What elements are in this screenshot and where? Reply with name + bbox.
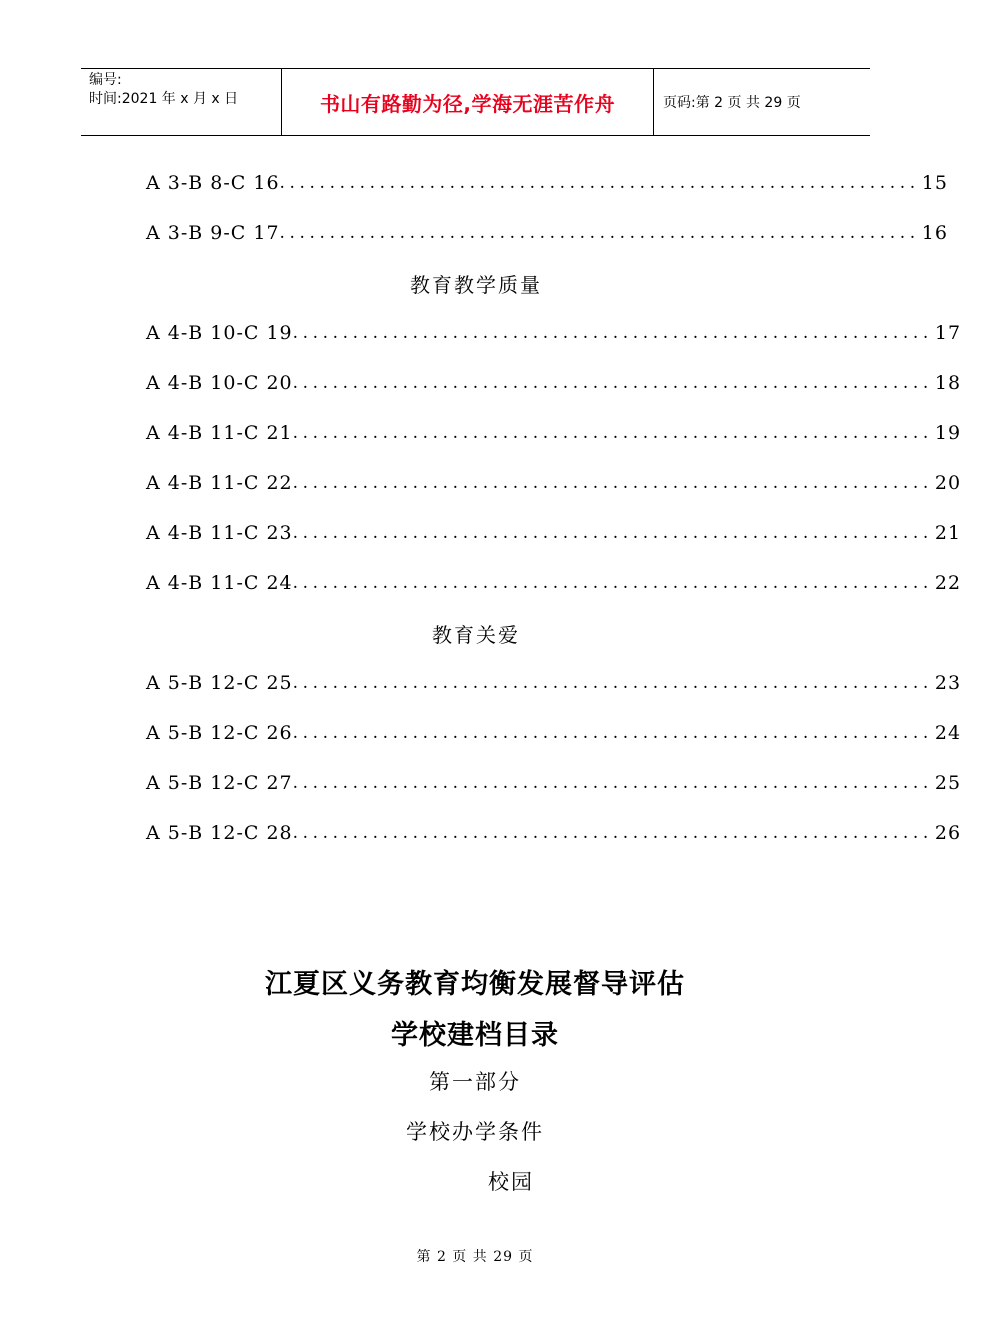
- toc-entry[interactable]: [146, 208, 948, 258]
- toc-entry[interactable]: [146, 558, 962, 608]
- toc-leader-dots: ................................................................: [292, 423, 933, 443]
- toc-entry-page: 16: [921, 222, 948, 244]
- toc-entry[interactable]: [146, 658, 962, 708]
- toc-leader-dots: ................................................................: [292, 773, 933, 793]
- header-page-info: 页码:第 2 页 共 29 页: [663, 95, 801, 111]
- toc-entry[interactable]: [146, 408, 962, 458]
- toc-leader-dots: ................................................................: [292, 473, 933, 493]
- toc-entry[interactable]: [146, 808, 962, 858]
- page-footer: 第 2 页 共 29 页: [416, 1249, 534, 1265]
- toc-entry-code: A 4-B 11-C 21: [146, 422, 293, 444]
- table-of-contents: [146, 158, 962, 858]
- toc-entry[interactable]: [146, 358, 962, 408]
- part-heading: 第一部分: [429, 1070, 521, 1094]
- toc-entry-page: 24: [934, 722, 962, 744]
- toc-leader-dots: ................................................................: [292, 373, 933, 393]
- toc-entry-code: A 5-B 12-C 25: [146, 672, 293, 694]
- toc-heading-quality: 教育教学质量: [410, 272, 542, 297]
- toc-entry-code: A 3-B 8-C 16: [146, 172, 280, 194]
- toc-entry[interactable]: [146, 308, 962, 358]
- toc-leader-dots: ................................................................: [279, 173, 920, 193]
- toc-entry-code: A 5-B 12-C 26: [146, 722, 293, 744]
- toc-entry-page: 26: [934, 822, 962, 844]
- toc-entry-code: A 3-B 9-C 17: [146, 222, 280, 244]
- toc-entry[interactable]: [146, 458, 962, 508]
- subsection-heading: 校园: [488, 1170, 534, 1194]
- toc-leader-dots: ................................................................: [292, 723, 933, 743]
- header-number-label: 编号:: [89, 72, 122, 88]
- toc-entry-page: 22: [934, 572, 962, 594]
- toc-leader-dots: ................................................................: [279, 223, 920, 243]
- toc-entry-page: 19: [934, 422, 962, 444]
- toc-entry-code: A 4-B 10-C 20: [146, 372, 293, 394]
- page-header: [81, 68, 870, 136]
- toc-entry-page: 21: [934, 522, 962, 544]
- toc-entry[interactable]: [146, 158, 948, 208]
- toc-entry-code: A 4-B 11-C 24: [146, 572, 293, 594]
- header-time-label: 时间:2021 年 x 月 x 日: [89, 91, 239, 107]
- toc-entry-code: A 4-B 11-C 22: [146, 472, 293, 494]
- toc-entry-page: 18: [934, 372, 962, 394]
- toc-entry-code: A 5-B 12-C 28: [146, 822, 293, 844]
- header-motto: 书山有路勤为径,学海无涯苦作舟: [281, 69, 654, 135]
- toc-heading-care: 教育关爱: [432, 622, 520, 647]
- toc-entry-code: A 4-B 10-C 19: [146, 322, 293, 344]
- header-meta: [81, 69, 281, 135]
- document-title: 江夏区义务教育均衡发展督导评估: [265, 969, 685, 1000]
- toc-entry[interactable]: [146, 708, 962, 758]
- toc-leader-dots: ................................................................: [292, 673, 933, 693]
- toc-entry-code: A 4-B 11-C 23: [146, 522, 293, 544]
- toc-entry-page: 23: [934, 672, 962, 694]
- toc-entry[interactable]: [146, 508, 962, 558]
- toc-leader-dots: ................................................................: [292, 823, 933, 843]
- toc-entry-page: 15: [921, 172, 948, 194]
- toc-leader-dots: ................................................................: [292, 573, 933, 593]
- toc-leader-dots: ................................................................: [292, 523, 933, 543]
- document-subtitle: 学校建档目录: [391, 1020, 559, 1051]
- toc-entry-page: 20: [934, 472, 962, 494]
- section-heading: 学校办学条件: [406, 1120, 544, 1144]
- toc-entry[interactable]: [146, 758, 962, 808]
- toc-entry-page: 25: [934, 772, 962, 794]
- toc-entry-code: A 5-B 12-C 27: [146, 772, 293, 794]
- toc-entry-page: 17: [934, 322, 962, 344]
- toc-leader-dots: ................................................................: [292, 323, 933, 343]
